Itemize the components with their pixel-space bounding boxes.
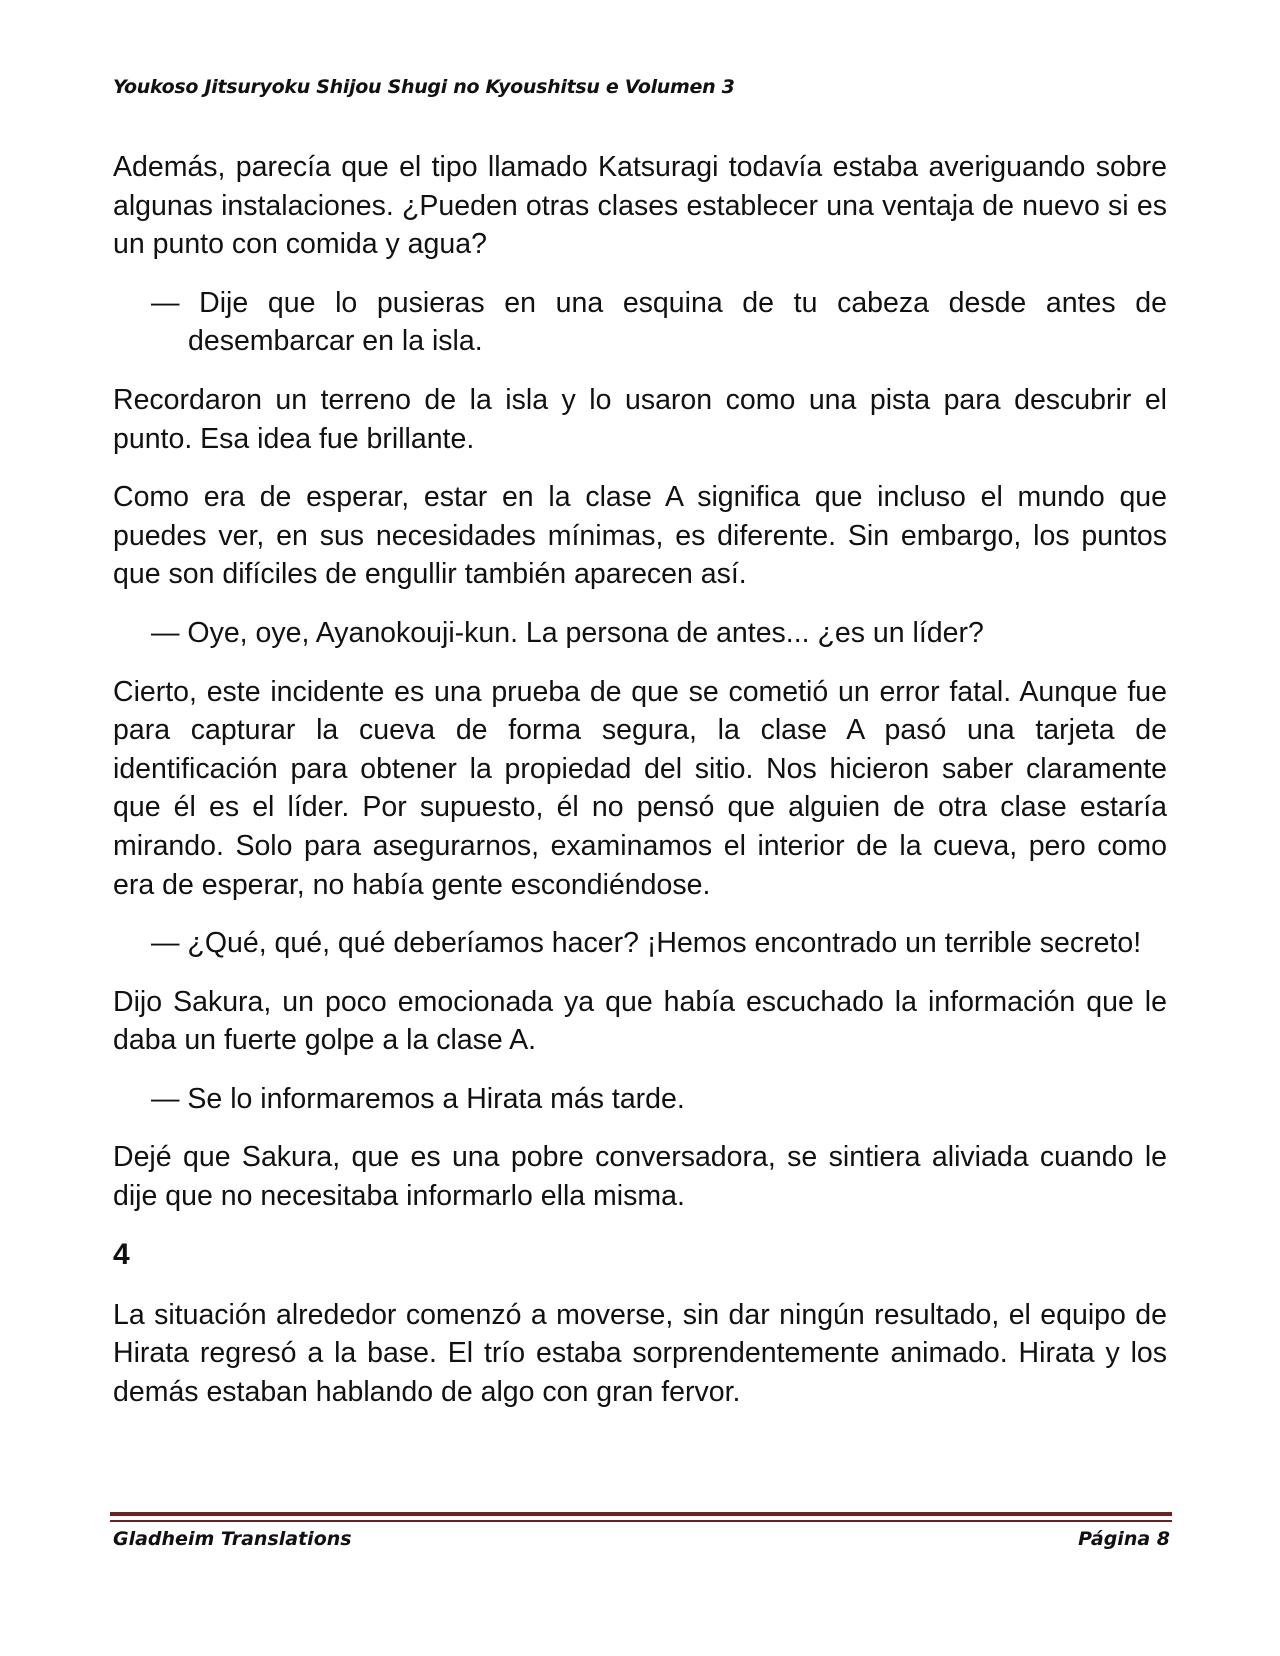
dialogue-line: — Oye, oye, Ayanokouji-kun. La persona de antes... ¿es un líder?	[151, 616, 984, 649]
footer-rule-thick	[110, 1512, 1172, 1516]
running-header: Youkoso Jitsuryoku Shijou Shugi no Kyoushitsu e Volumen 3	[113, 76, 735, 98]
page-number: Página 8	[1078, 1528, 1170, 1550]
footer-rule-thin	[110, 1520, 1172, 1522]
dialogue-line: — Dije que lo pusieras en una esquina de tu cabeza desde antes de desembarcar en la isla.	[151, 286, 1167, 358]
paragraph: La situación alrededor comenzó a moverse, sin dar ningún resultado, el equipo de Hirata regresó a la base. El trío estaba sorprendentemente animado. Hirata y los demás estaban hablando de algo con gran fervor.	[113, 1298, 1167, 1408]
paragraph: Recordaron un terreno de la isla y lo usaron como una pista para descubrir el punto. Esa idea fue brillante.	[113, 383, 1167, 455]
paragraph: Además, parecía que el tipo llamado Katsuragi todavía estaba averiguando sobre algunas instalaciones. ¿Pueden otras clases establecer una ventaja de nuevo si es un punto con comida y agua?	[113, 151, 1167, 261]
section-heading: 4	[113, 1237, 130, 1271]
paragraph: Dejé que Sakura, que es una pobre conversadora, se sintiera aliviada cuando le dije que no necesitaba informarlo ella misma.	[113, 1141, 1167, 1213]
footer-credit: Gladheim Translations	[113, 1528, 352, 1550]
dialogue-line: — Se lo informaremos a Hirata más tarde.	[151, 1082, 685, 1115]
body-text	[113, 148, 1167, 1431]
dialogue-line: — ¿Qué, qué, qué deberíamos hacer? ¡Hemos encontrado un terrible secreto!	[151, 927, 1142, 960]
paragraph: Como era de esperar, estar en la clase A significa que incluso el mundo que puedes ver, en sus necesidades mínimas, es diferente. Sin embargo, los puntos que son difíciles de engullir también aparecen así.	[113, 481, 1167, 591]
paragraph: Cierto, este incidente es una prueba de que se cometió un error fatal. Aunque fue para capturar la cueva de forma segura, la clase A pasó una tarjeta de identificación para obtener la propiedad del sitio. Nos hicieron saber claramente que él es el líder. Por supuesto, él no pensó que alguien de otra clase estaría mirando. Solo para asegurarnos, examinamos el interior de la cueva, pero como era de esperar, no había gente escondiéndose.	[113, 675, 1167, 901]
paragraph: Dijo Sakura, un poco emocionada ya que había escuchado la información que le daba un fuerte golpe a la clase A.	[113, 985, 1167, 1057]
